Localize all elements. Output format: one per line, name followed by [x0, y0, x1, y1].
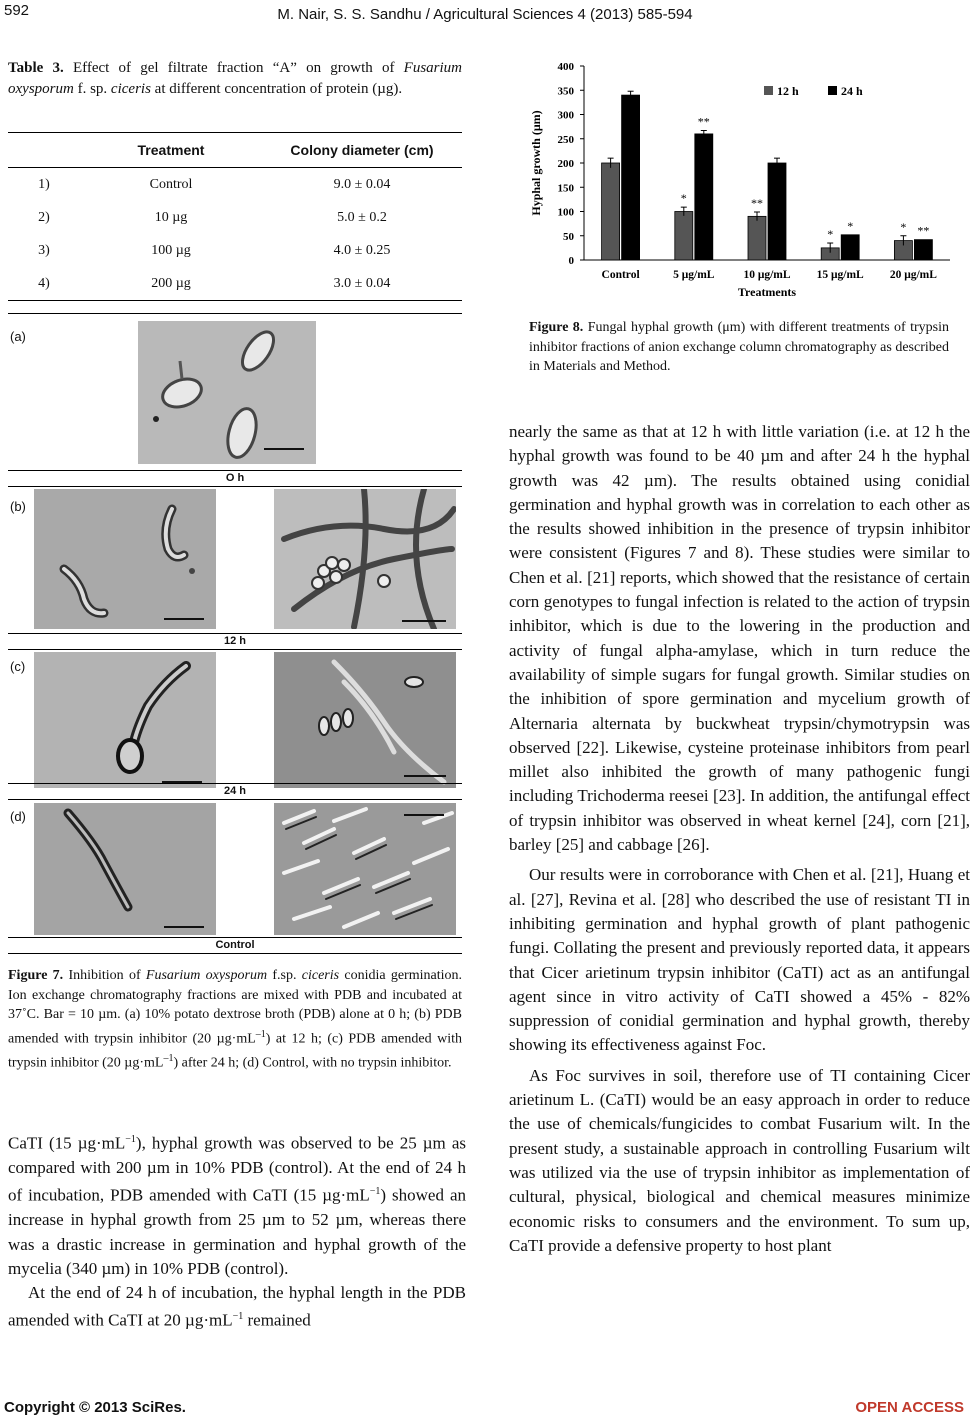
panel-label-c: (c) [10, 659, 26, 674]
micrograph-24h-right [274, 652, 456, 788]
band-label-12h: 12 h [223, 635, 246, 647]
micrograph-12h-right [274, 489, 456, 629]
table3-header-row [8, 133, 462, 168]
y-tick-label: 250 [557, 133, 574, 146]
left-paragraph-2: At the end of 24 h of incubation, the hyphal length in the PDB amended with CaTI at 20 $\mu g\cdot mL^{-1}$ remained [8, 1283, 466, 1331]
panel-label-d: (d) [10, 809, 26, 824]
x-tick-label: Control [601, 269, 640, 281]
table-cell: 1) [38, 176, 50, 192]
running-title: M. Nair, S. S. Sandhu / Agricultural Sciences 4 (2013) 585-594 [277, 6, 693, 23]
table3 [8, 132, 462, 301]
bar [768, 163, 786, 260]
significance-mark: * [900, 219, 907, 234]
table3-caption-label: Table 3. [8, 60, 64, 76]
significance-mark: ** [751, 195, 763, 210]
bar [914, 240, 932, 260]
legend-swatch [828, 86, 837, 95]
figure7-caption: Figure 7. Inhibition of Fusarium oxysporum f.sp. ciceris conidia germination. Ion exchange chromatography fractions are mixed with PDB and incubated at 37˚C. Bar = 10 µm. (a) 10% potato dextrose broth (PDB) alone at 0 h; (b) PDB amended with trypsin inhibitor (20 $\mu g\cdot mL^{-1}$) at 12 h; (c) PDB amended with trypsin inhibitor (20 $\mu g\cdot mL^{-1}$) after 24 h; (d) Control, with no trypsin inhibitor. [8, 968, 462, 1071]
panel-label-a: (a) [10, 329, 26, 344]
micrograph-0h [138, 321, 316, 464]
table-cell: 200 µg [151, 275, 191, 291]
bar [695, 134, 713, 260]
bar [675, 212, 693, 261]
micrograph-12h-left [34, 489, 216, 629]
table-row [8, 201, 462, 234]
bar [748, 216, 766, 260]
band-label-control: Control [215, 939, 255, 951]
page-number: 592 [4, 2, 30, 19]
micrograph-control-right [274, 803, 456, 935]
significance-mark: ** [697, 114, 710, 129]
table3-header-colony: Colony diameter (cm) [290, 142, 434, 158]
y-axis-title: Hyphal growth (μm) [529, 110, 543, 216]
table-cell: 3) [38, 242, 50, 258]
right-paragraph-2: Our results were in corroborance with Chen et al. [21], Huang et al. [27], Revina et al. [28] who described the use of resistant TI in inhibiting germination and hyphal growth of plant pathogenic fungi. Collating the present and previously reported data, it appears that Cicer arietinum trypsin inhibitor (CaTI) act as an antifungal agent since in vitro activity of CaTI showed a 45% - 82% suppression of conidial germination and hyphal growth, thereby showing its effectiveness against Foc. [509, 865, 970, 1055]
legend-swatch [764, 86, 773, 95]
left-paragraph-1: CaTI (15 $\mu g\cdot mL^{-1}$), hyphal growth was observed to be 25 µm as compared with 200 µm in 10% PDB (control). At the end of 24 h of incubation, PDB amended with CaTI (15 $\mu g\cdot mL^{-1}$) showed an increase in hyphal growth from 25 µm to 52 µm, whereas there was a drastic increase in germination and hyphal growth of the mycelia (340 µm) in 10% PDB (control). [8, 1133, 466, 1278]
bar [841, 235, 859, 260]
right-paragraph-1: nearly the same as that at 12 h with little variation (i.e. at 12 h the hyphal growth was found to be 40 µm and after 24 h the hyphal growth was 42 µm). The results obtained using conidial germination and hyphal growth was in correlation to each other as the results showed inhibition in the presence of trypsin inhibitor were consistent (Figures 7 and 8). These studies were similar to Chen et al. [21] reports, which showed that the resistance of certain corn genotypes to fungal infection is related to the action of trypsin inhibitor, which is due to the lowering in the production and activity of fungal alpha-amylase, which in turn reduce the availability of simple sugars for fungal growth. Similar studies on the inhibition of spore germination and mycelium growth of Alternaria alternata by buckwheat trypsin/chymotrypsin was observed [22]. Likewise, cysteine proteinase inhibitors from pearl millet also inhibited the growth of many pathogenic fungi including Trichoderma reesei [23]. In addition, the antifungal effect of trypsin inhibitor was observed in wheat kernel [24], corn [21], barley [25] and cabbage [26]. [509, 422, 970, 855]
y-tick-label: 200 [557, 158, 574, 170]
figure8-caption: Figure 8. Fungal hyphal growth (μm) with different treatments of trypsin inhibitor fractions of anion exchange column chromatography as described in Materials and Method. [529, 320, 949, 375]
significance-mark: * [847, 218, 854, 233]
x-tick-label: 15 μg/mL [816, 269, 864, 281]
table3-caption: Table 3. Effect of gel filtrate fraction “A” on growth of Fusarium oxysporum f. sp. ciceris at different concentration of protein (µg). [8, 60, 462, 97]
panel-label-b: (b) [10, 499, 26, 514]
bar [622, 95, 640, 260]
significance-mark: * [680, 191, 687, 206]
table3-header-index [8, 133, 80, 168]
x-tick-label: 20 μg/mL [889, 269, 937, 281]
open-access-badge: OPEN ACCESS [855, 1399, 964, 1416]
micrograph-24h-left [34, 652, 216, 788]
table-cell: 100 µg [151, 242, 191, 258]
left-column-text [8, 1128, 466, 1333]
figure7-panels [8, 313, 462, 953]
figure7-caption-label: Figure 7. [8, 968, 64, 983]
copyright-notice: Copyright © 2013 SciRes. [4, 1399, 186, 1416]
micrograph-control-left [34, 803, 216, 935]
y-tick-label: 350 [557, 85, 574, 98]
y-tick-label: 300 [557, 109, 574, 122]
significance-mark: * [827, 227, 834, 242]
table-cell: 4) [38, 275, 50, 291]
table3-header-treatment: Treatment [137, 142, 205, 158]
table-cell: 3.0 ± 0.04 [333, 275, 391, 291]
table-cell: 4.0 ± 0.25 [333, 242, 391, 258]
legend-label: 24 h [841, 84, 863, 98]
table-row [8, 267, 462, 301]
table-cell: 10 µg [154, 209, 188, 225]
y-tick-label: 400 [557, 61, 574, 73]
table-cell: 9.0 ± 0.04 [333, 176, 391, 192]
y-tick-label: 50 [563, 230, 574, 243]
right-column-text [509, 420, 970, 1258]
table-cell: Control [149, 176, 193, 192]
legend-label: 12 h [777, 84, 799, 98]
band-label-0h: O h [225, 472, 245, 484]
figure8-chart [510, 52, 962, 310]
significance-mark: ** [917, 223, 930, 238]
y-tick-label: 100 [557, 206, 574, 219]
y-tick-label: 150 [557, 182, 574, 195]
x-tick-label: 10 μg/mL [743, 269, 791, 281]
table-cell: 2) [38, 209, 50, 225]
table-cell: 5.0 ± 0.2 [337, 209, 387, 225]
right-paragraph-3: As Foc survives in soil, therefore use of TI containing Cicer arietinum L. (CaTI) would be an easy approach in order to reduce the use of chemicals/fungicides to combat Fusarium wilt. In the present study, a sustainable approach in controlling Fusarium wilt was utilized via the use of trypsin inhibitor as implementation of cultural, physical, biological and chemical measures minimize economic risks to consumers and the environment. To sum up, CaTI provide a defensive property to host plant [509, 1065, 970, 1255]
x-tick-label: 5 μg/mL [673, 269, 715, 281]
band-label-24h: 24 h [223, 785, 246, 797]
table-row [8, 168, 462, 202]
y-tick-label: 0 [568, 255, 574, 267]
table-row [8, 234, 462, 267]
figure8-caption-label: Figure 8. [529, 320, 584, 335]
bar [602, 163, 620, 260]
x-axis-title: Treatments [737, 285, 797, 299]
